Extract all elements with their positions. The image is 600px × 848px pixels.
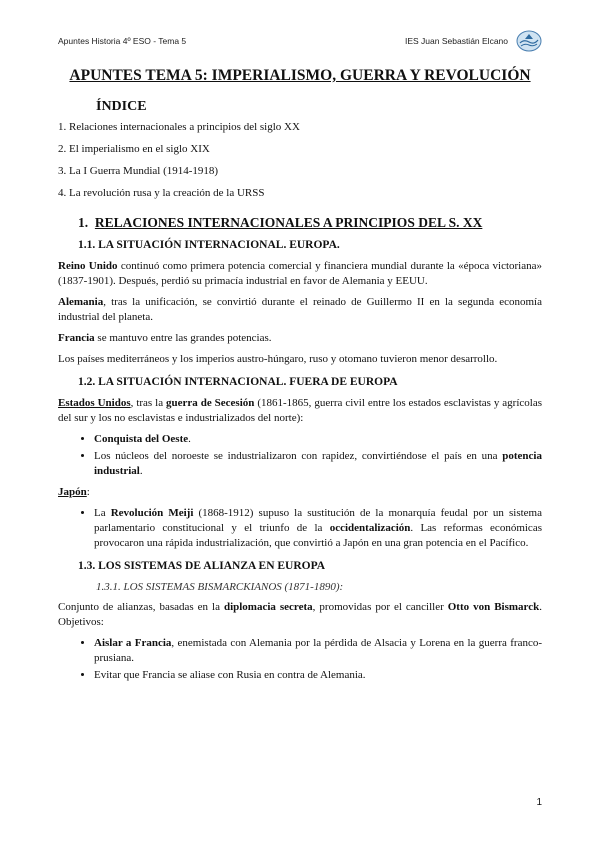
index-title: ÍNDICE	[96, 99, 147, 114]
paragraph-bismarck	[58, 600, 542, 630]
index-item-4: 4. La revolución rusa y la creación de la URSS	[58, 187, 265, 199]
header-course: Apuntes Historia 4º ESO - Tema 5	[58, 36, 187, 46]
list-item	[94, 636, 542, 666]
term-uk: Reino Unido	[58, 260, 118, 272]
text-northwest: Los núcleos del noroeste se industrializaron con rapidez, convirtiéndose el país en una	[94, 450, 503, 462]
text-objectives: . Objetivos:	[58, 601, 542, 628]
text-chancellor: , promovidas por el canciller	[312, 601, 448, 613]
subsection-1-2-heading: 1.2. LA SITUACIÓN INTERNACIONAL. FUERA DE EUROPA	[78, 376, 398, 388]
term-japan: Japón	[58, 486, 87, 498]
section-1-number: 1.	[78, 215, 89, 230]
text-meiji-mid: (1868-1912) supuso la sustitución de la monarquía feudal por un sistema parlamentario constitucional y el triunfo de la	[94, 507, 542, 534]
section-1-title: RELACIONES INTERNACIONALES A PRINCIPIOS DEL S. XX	[94, 215, 483, 230]
header-school: IES Juan Sebastián Elcano	[404, 36, 508, 46]
term-secession-war: guerra de Secesión	[166, 397, 255, 409]
document-body	[58, 68, 542, 689]
list-item	[94, 432, 542, 447]
list-item	[94, 506, 542, 551]
index-item-3: 3. La I Guerra Mundial (1914-1918)	[58, 165, 219, 177]
text-uk: continuó como primera potencia comercial y financiera mundial durante la «época victoriana» (1837-1901). Después, perdió su primacía industrial en favor de Alemania y EEUU.	[58, 260, 542, 287]
text-isolate-france: , enemistada con Alemania por la pérdida de Alsacia y Lorena en la guerra franco-prusiana.	[94, 637, 542, 664]
paragraph-germany	[58, 295, 542, 325]
text-usa-mid: , tras la	[130, 397, 167, 409]
list-item	[94, 449, 542, 479]
subsection-1-1-heading: 1.1. LA SITUACIÓN INTERNACIONAL. EUROPA.	[78, 239, 340, 251]
paragraph-uk	[58, 259, 542, 289]
section-1-heading	[78, 215, 542, 230]
page-number: 1	[536, 797, 542, 808]
text-usa-rest: (1861-1865, guerra civil entre los estados esclavistas y agrícolas del sur y los no esclavistas e industrializados del norte):	[58, 397, 542, 424]
page-header	[58, 30, 542, 52]
term-industrial-power: potencia industrial	[94, 450, 542, 477]
term-secret-diplomacy: diplomacia secreta	[223, 601, 313, 613]
term-west-conquest: Conquista del Oeste	[94, 433, 189, 445]
term-westernization: occidentalización	[329, 522, 411, 534]
term-meiji: Revolución Meiji	[110, 507, 194, 519]
list-item: • Evitar que Francia se aliase con Rusia en contra de Alemania.	[94, 668, 542, 683]
school-seal-icon	[516, 30, 542, 52]
text-la: La	[94, 507, 111, 519]
paragraph-mediterranean: Los países mediterráneos y los imperios austro-húngaro, ruso y otomano tuvieron menor desarrollo.	[58, 353, 498, 365]
term-bismarck: Otto von Bismarck	[447, 601, 540, 613]
index-item-2: 2. El imperialismo en el siglo XIX	[58, 143, 210, 155]
text-germany: , tras la unificación, se convirtió durante el reinado de Guillermo II en la segunda economía industrial del planeta.	[58, 296, 542, 323]
paragraph-france	[58, 331, 542, 346]
usa-bullet-list	[58, 432, 542, 479]
text-alliances: Conjunto de alianzas, basadas en la	[58, 601, 224, 613]
term-usa: Estados Unidos	[58, 397, 131, 409]
paragraph-usa	[58, 396, 542, 426]
japan-bullet-list	[58, 506, 542, 551]
term-germany: Alemania	[58, 296, 104, 308]
index-item-1: 1. Relaciones internacionales a principios del siglo XX	[58, 121, 300, 133]
bismarck-bullet-list	[58, 636, 542, 683]
term-isolate-france: Aislar a Francia	[94, 637, 172, 649]
text-period: .	[188, 433, 191, 445]
text-france: se mantuvo entre las grandes potencias.	[94, 332, 272, 344]
text-period: .	[139, 465, 143, 477]
subsection-1-3-heading: 1.3. LOS SISTEMAS DE ALIANZA EN EUROPA	[78, 560, 326, 572]
text-colon: :	[86, 486, 90, 498]
text-meiji-rest: . Las reformas económicas provocaron una rápida industrialización, que convirtió a Japón en una gran potencia en el Pacífico.	[94, 522, 542, 549]
paragraph-japan	[58, 485, 542, 500]
subsection-1-3-1-heading: 1.3.1. LOS SISTEMAS BISMARCKIANOS (1871-1890):	[96, 581, 344, 593]
document-title: APUNTES TEMA 5: IMPERIALISMO, GUERRA Y REVOLUCIÓN	[69, 67, 531, 84]
term-france: Francia	[58, 332, 95, 344]
